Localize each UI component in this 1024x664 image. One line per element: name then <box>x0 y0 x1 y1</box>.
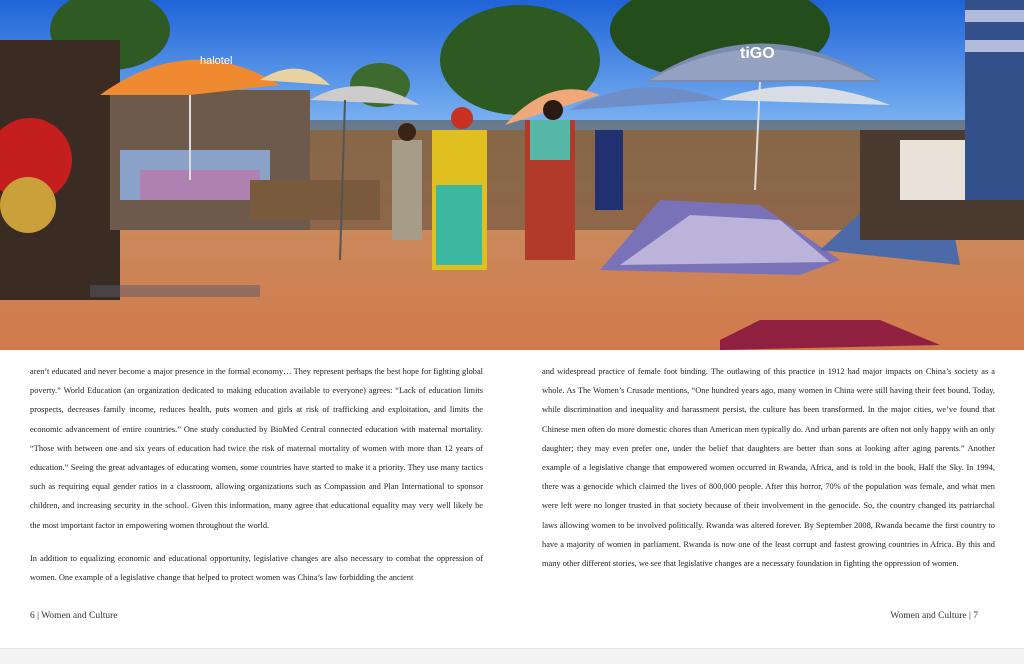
halotel-logo: halotel <box>200 55 233 67</box>
left-paragraph-2: In addition to equalizing economic and educational opportunity, legislative changes are also necessary to combat the oppression of women. One example of a legislative change that helped to protect women was China’s law forbidding the ancient <box>30 553 483 583</box>
page-bottom-edge <box>0 648 1024 664</box>
left-page-footer: 6 | Women and Culture <box>30 611 118 621</box>
left-page-body <box>30 362 483 587</box>
right-page-body <box>542 362 995 573</box>
left-paragraph-1: aren’t educated and never become a major presence in the formal economy… They represent perhaps the best hope for fighting global poverty.” World Education (an organization dedicated to making education available to everyone) agrees: “Lack of education limits prospects, decreases family income, reduces health, puts women and girls at risk of trafficking and exploitation, and limits the economic advancement of entire countries.” One study conducted by BioMed Central connected education with maternal mortality. “Those with between one and six years of education had twice the risk of maternal mortality of women with more than 12 years of education.” Seeing the great advantages of educating women, some countries have started to make it a priority. They use many tactics such as requiring equal gender ratios in a classroom, allowing organizations such as Compassion and Plan International to sponsor children, and increasing security in the school. Given this information, many agree that educational equality may very well likely be the most important factor in empowering women throughout the world. <box>30 367 483 530</box>
right-page-footer: Women and Culture | 7 <box>890 611 978 621</box>
right-paragraph-1: and widespread practice of female foot binding. The outlawing of this practice in 1912 had major impacts on China’s society as a whole. As The Women’s Crusade mentions, “One hundred years ago, many women in China were still having their feet bound. Today, while discrimination and inequality and harassment persist, the culture has been transformed. In the major cities, we’ve found that Chinese men often do more domestic chores than American men typically do. And urban parents are often not only happy with an only daughter; they may even prefer one, under the belief that daughters are better than sons at looking after aging parents.” Another example of a legislative change that empowered women occurred in Rwanda, Africa, and is told in the book, Half the Sky. In 1994, there was a genocide which claimed the lives of 800,000 people. After this horror, 70% of the population was female, and what men were left were no longer trusted in that society because of their involvement in the genocide. So, the country changed its patriarchal laws allowing women to be involved politically. Rwanda was altered forever. By September 2008, Rwanda became the first country to have a majority of women in parliament. Rwanda is now one of the least corrupt and fastest growing countries in Africa. By this and many other different stories, we see that legislative changes are a necessary foundation in fighting the oppression of women. <box>542 367 995 569</box>
tigo-logo: tiGO <box>740 45 775 62</box>
